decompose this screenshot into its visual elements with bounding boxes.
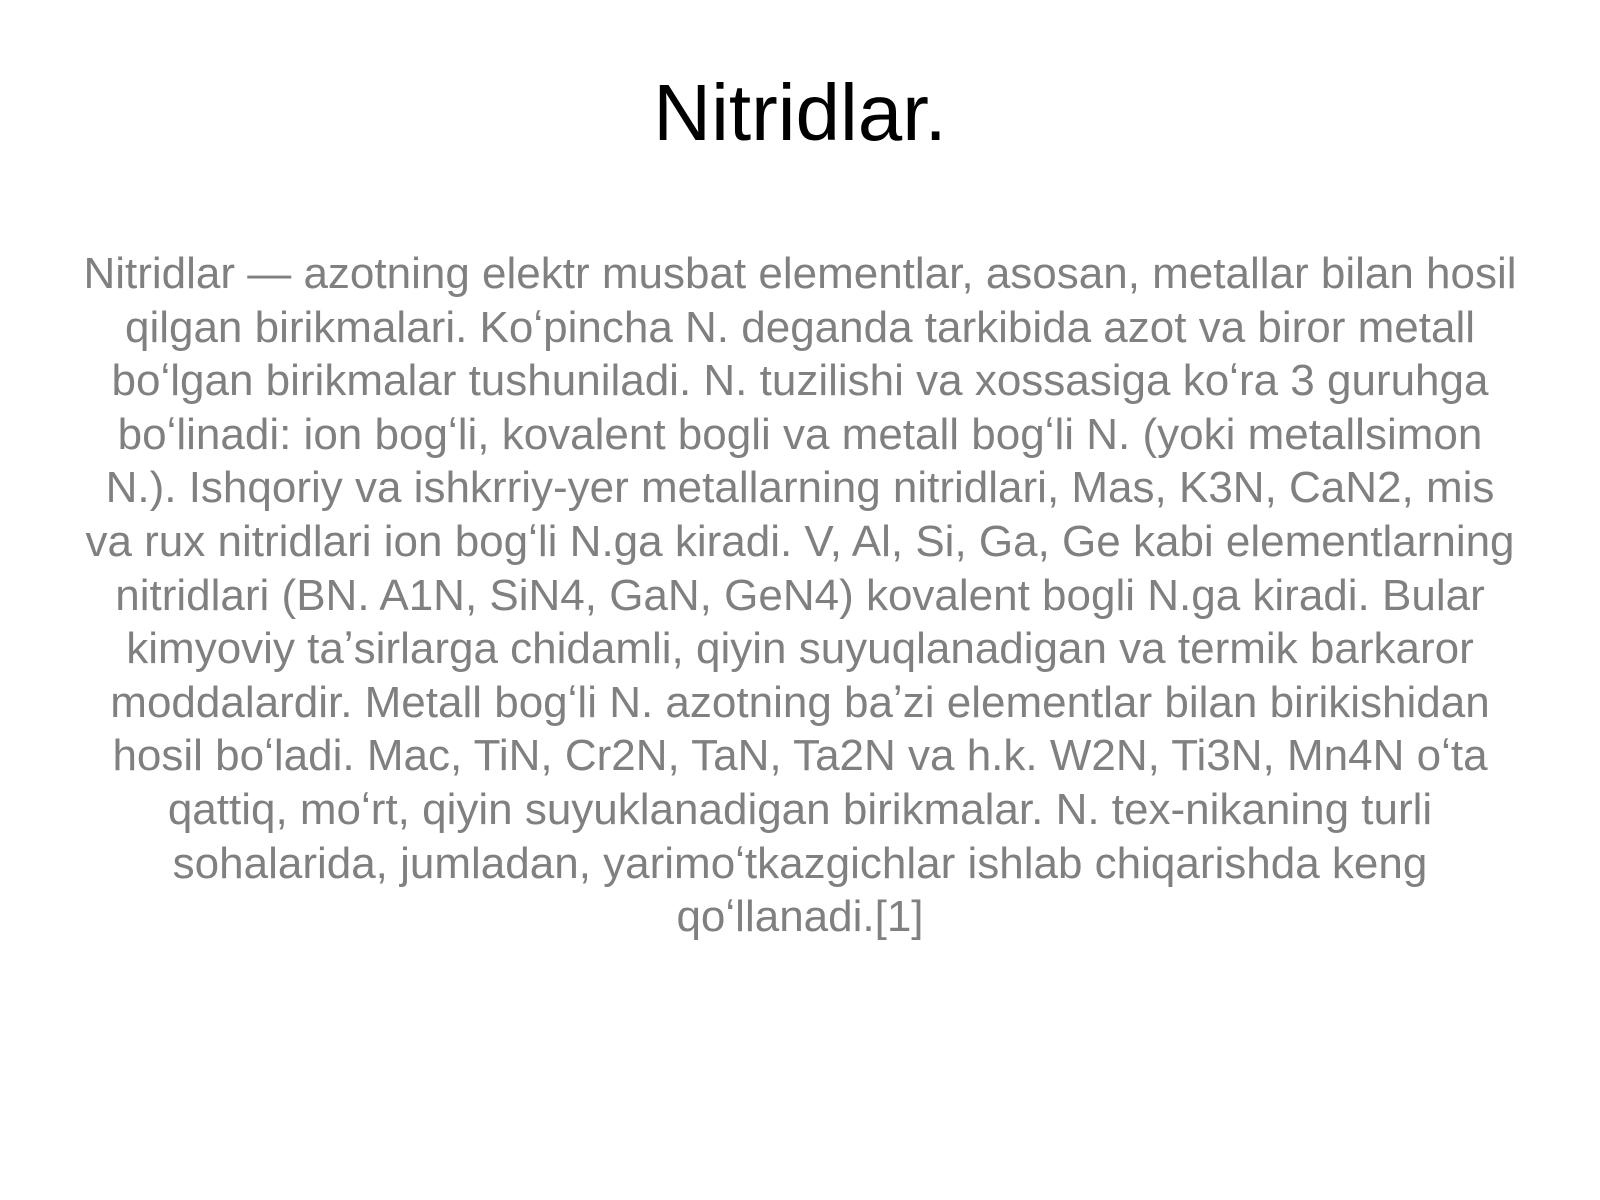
slide-body-text: Nitridlar — azotning elektr musbat elementlar, asosan, metallar bilan hosil qilgan birikmalari. Koʻpincha N. deganda tarkibida azot va biror metall boʻlgan birikmalar tushuniladi. N. tuzilishi va xossasiga koʻra 3 guruhga boʻlinadi: ion bogʻli, kovalent bogli va metall bogʻli N. (yoki metallsimon N.). Ishqoriy va ishkrriy-yer metallarning nitridlari, Mas, K3N, CaN2, mis va rux nitridlari ion bogʻli N.ga kiradi. V, Al, Si, Ga, Ge kabi elementlarning nitridlari (BN. A1N, SiN4, GaN, GeN4) kovalent bogli N.ga kiradi. Bular kimyoviy taʼsirlarga chidamli, qiyin suyuqlanadigan va termik barkaror moddalardir. Metall bogʻli N. azotning baʼzi elementlar bilan birikishidan hosil boʻladi. Mac, TiN, Cr2N, TaN, Ta2N va h.k. W2N, Ti3N, Mn4N oʻta qattiq, moʻrt, qiyin suyuklanadigan birikmalar. N. tex-nikaning turli sohalarida, jumladan, yarimoʻtkazgichlar ishlab chiqarishda keng qoʻllanadi.[1] [83, 249, 1517, 942]
slide-title: Nitridlar. [653, 68, 947, 157]
